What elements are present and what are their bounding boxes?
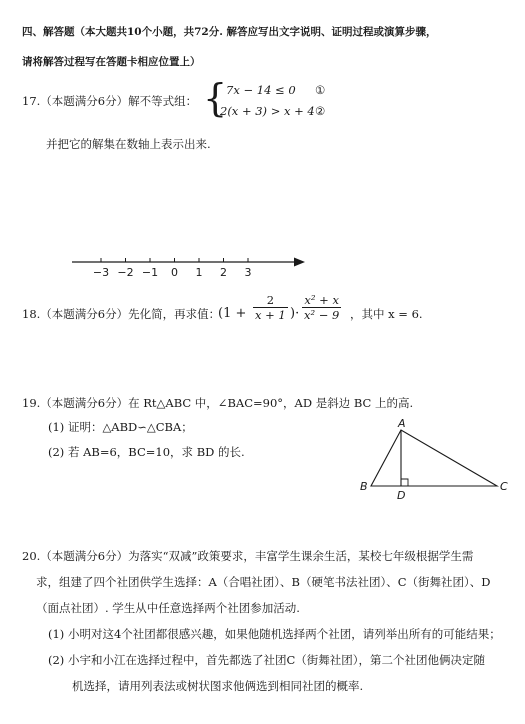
q17-mark-1: ①	[315, 83, 326, 97]
q18-prefix: 18.（本题满分6分）先化简，再求值：	[22, 307, 221, 321]
number-line-tick-label: 1	[195, 266, 203, 279]
q18-suffix: ，其中 x = 6.	[350, 307, 423, 321]
q17-inequality-1: 7x − 14 ≤ 0	[226, 83, 296, 97]
q17-inequality-2: 2(x + 3) > x + 4	[220, 104, 315, 118]
number-line-tick-label: −1	[141, 266, 159, 279]
q18-fraction-1-numerator: 2	[253, 293, 288, 308]
section-header-line2: 请将解答过程写在答题卡相应位置上）	[22, 56, 201, 68]
q20-part2-line2: 机选择，请用列表法或树状图求他俩选到相同社团的概率.	[72, 679, 364, 693]
q20-line3: （面点社团）. 学生从中任意选择两个社团参加活动.	[36, 601, 300, 615]
q17-prefix: 17.（本题满分6分）解不等式组：	[22, 94, 198, 108]
label-a: A	[398, 417, 406, 430]
number-line-tick-label: −3	[92, 266, 110, 279]
q18-fraction-1-denominator: x + 1	[255, 308, 286, 322]
q19-part1: (1) 证明：△ABD∽△CBA；	[48, 420, 193, 434]
q20-part1: (1) 小明对这4个社团都很感兴趣，如果他随机选择两个社团，请列举出所有的可能结果；	[48, 627, 501, 641]
q17-instruction: 并把它的解集在数轴上表示出来.	[46, 137, 211, 151]
q17-brace: {	[203, 76, 228, 120]
number-line-tick-label: 3	[244, 266, 252, 279]
q18-fraction-2-denominator: x² − 9	[304, 308, 340, 322]
number-line-tick-label: −2	[117, 266, 134, 279]
q19-part2: (2) 若 AB=6，BC=10，求 BD 的长.	[48, 445, 245, 459]
label-c: C	[500, 480, 508, 493]
q17-mark-2: ②	[315, 104, 326, 118]
label-d: D	[397, 489, 406, 502]
q18-close-paren: )·	[290, 306, 300, 321]
q20-line1: 20.（本题满分6分）为落实“双减”政策要求，丰富学生课余生活，某校七年级根据学生需	[22, 549, 474, 563]
number-line-tick-label: 2	[220, 266, 227, 279]
q18-fraction-2-numerator: x² + x	[302, 293, 341, 308]
number-line-tick-label: 0	[171, 266, 178, 279]
triangle-abc	[371, 430, 497, 486]
q20-line2: 求，组建了四个社团供学生选择：A（合唱社团）、B（硬笔书法社团）、C（街舞社团）、D	[36, 575, 491, 589]
q19-prefix: 19.（本题满分6分）在 Rt△ABC 中，∠BAC=90°，AD 是斜边 BC 上的高.	[22, 396, 414, 410]
right-angle-mark	[401, 479, 408, 486]
label-b: B	[360, 480, 368, 493]
q18-open-paren: (1 +	[218, 306, 247, 321]
q20-part2-line1: (2) 小宇和小江在选择过程中，首先都选了社团C（街舞社团），第二个社团他俩决定随	[48, 653, 485, 667]
section-header-line1: 四、解答题（本大题共10个小题，共72分. 解答应写出文字说明、证明过程或演算步骤，	[22, 26, 437, 38]
